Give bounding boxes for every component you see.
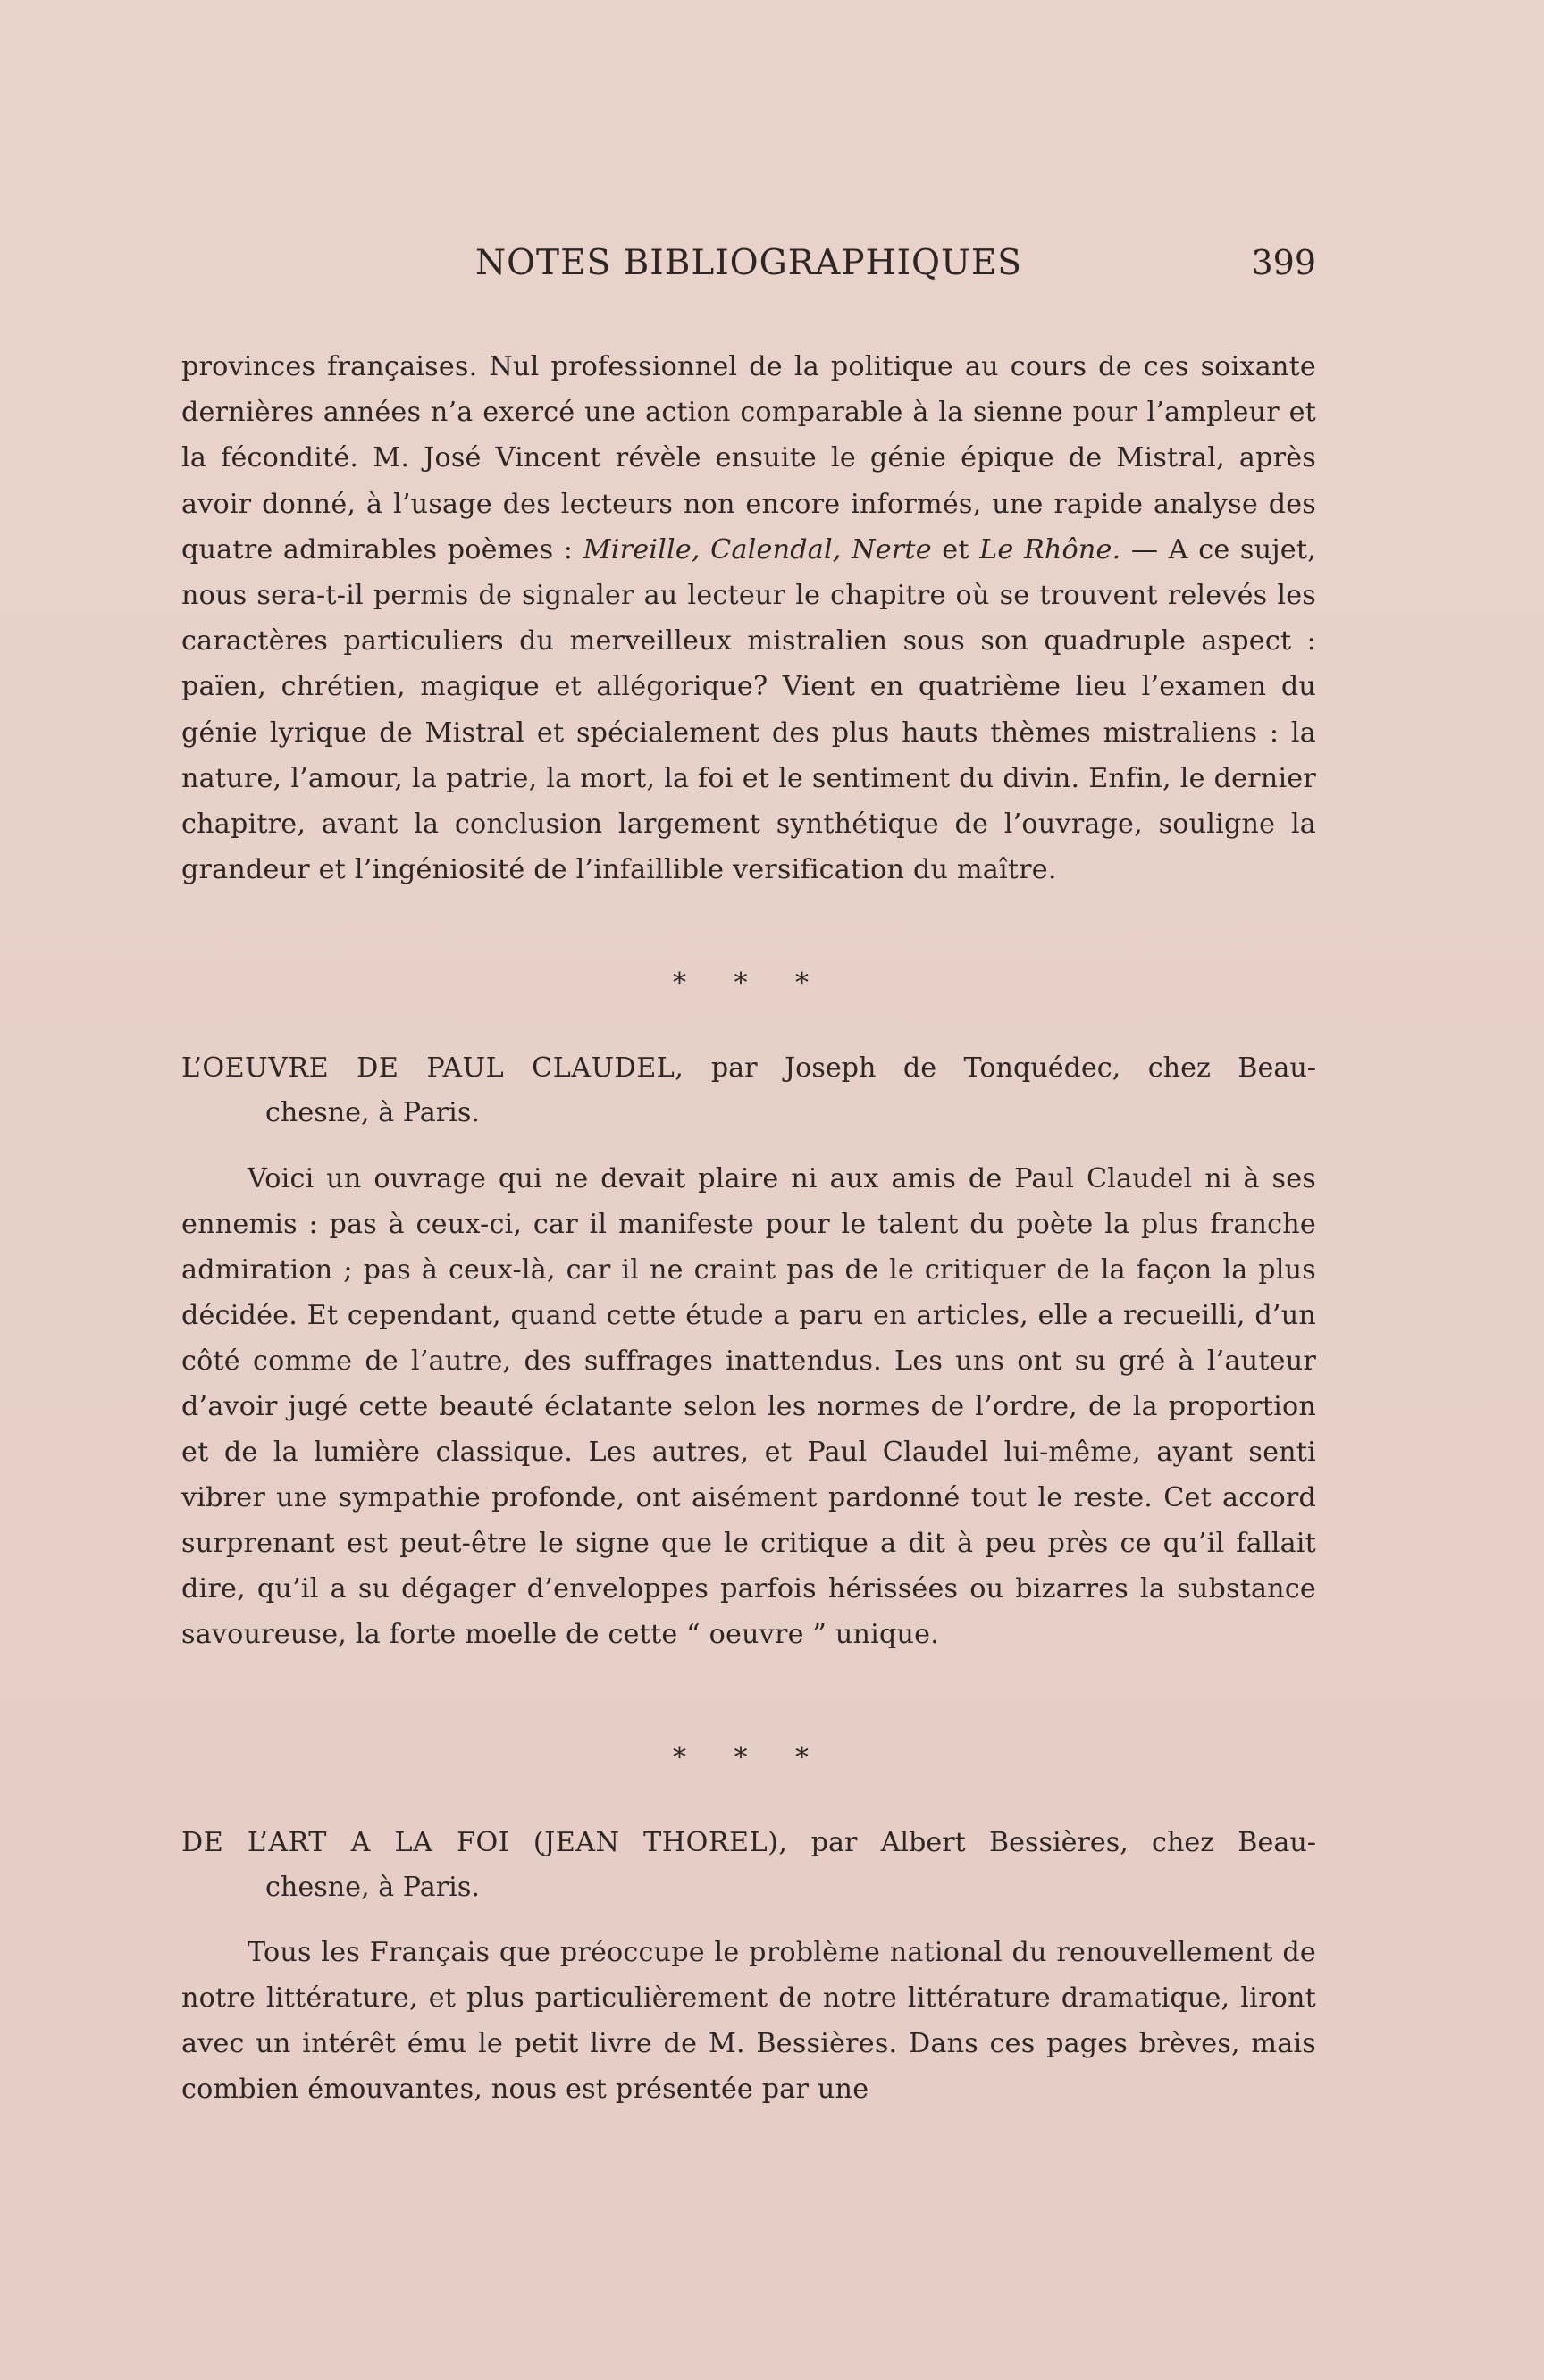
- section-separator: * * *: [672, 1742, 829, 1773]
- running-title: NOTES BIBLIOGRAPHIQUES: [474, 243, 1023, 283]
- entry-byline-continued: chesne, à Paris.: [265, 1872, 480, 1903]
- work-title-le-rhone: Le Rhône.: [979, 533, 1121, 566]
- paragraph-text: et: [931, 533, 980, 566]
- section-separator: * * *: [672, 968, 829, 999]
- page-header: [181, 243, 1316, 293]
- entry-heading-line: [181, 1046, 1316, 1091]
- entry-byline-continued: chesne, à Paris.: [265, 1097, 480, 1128]
- paragraph-thorel-review: Tous les Français que préoccupe le problème national du renouvellement de notre littérature, et plus particulièrement de notre littérature dramatique, liront avec un intérêt ému le petit livre de M. Bessières. Dans ces pages brèves, mais combien émouvantes, nous est présentée par une: [181, 1937, 1316, 2105]
- entry-byline: par Joseph de Tonquédec, chez Beau-: [684, 1052, 1316, 1084]
- entry-byline: par Albert Bessières, chez Beau-: [787, 1827, 1316, 1858]
- entry-title: L’OEUVRE DE PAUL CLAUDEL,: [181, 1052, 684, 1084]
- page-number: 399: [1251, 243, 1316, 282]
- paragraph-claudel-review: Voici un ouvrage qui ne devait plaire ni aux amis de Paul Claudel ni à ses ennemis : pas à ceux-ci, car il manifeste pour le talent du poète la plus franche admiration ; pas à ceux-là, car il ne craint pas de le critiquer de la façon la plus décidée. Et cependant, quand cette étude a paru en articles, elle a recueilli, d’un côté comme de l’autre, des suffrages inattendus. Les uns ont su gré à l’auteur d’avoir jugé cette beauté éclatante selon les normes de l’ordre, de la proportion et de la lumière classique. Les autres, et Paul Claudel lui-même, ayant senti vibrer une sympathie profonde, ont aisément pardonné tout le reste. Cet accord surprenant est peut-être le signe que le critique a dit à peu près ce qu’il fallait dire, qu’il a su dégager d’enveloppes parfois hérissées ou bizarres la substance savoureuse, la forte moelle de cette “ oeuvre ” unique.: [181, 1163, 1316, 1650]
- paragraph-mistral-review: [181, 344, 1316, 892]
- entry-title: DE L’ART A LA FOI (JEAN THOREL),: [181, 1827, 788, 1858]
- paragraph-text: provinces françaises. Nul professionnel de la politique au cours de ces soixante dernières années n’a exercé une action comparable à la sienne pour l’ampleur et la fécondité. M. José Vincent révèle ensuite le génie épique de Mistral, après avoir donné, à l’usage des lecteurs non encore informés, une rapide analyse des quatre admirables poèmes :: [181, 351, 1316, 566]
- work-title-mireille-calendal-nerte: Mireille, Calendal, Nerte: [583, 533, 932, 566]
- paragraph-text: — A ce sujet, nous sera-t-il permis de signaler au lecteur le chapitre où se trouvent relevés les caractères particuliers du merveilleux mistralien sous son quadruple aspect : païen, chrétien, magique et allégorique? Vient en quatrième lieu l’examen du génie lyrique de Mistral et spécialement des plus hauts thèmes mistraliens : la nature, l’amour, la patrie, la mort, la foi et le sentiment du divin. Enfin, le dernier chapitre, avant la conclusion largement synthétique de l’ouvrage, souligne la grandeur et l’ingéniosité de l’infaillible versification du maître.: [181, 533, 1316, 886]
- entry-heading-thorel: [181, 1821, 1316, 1910]
- entry-heading-claudel: [181, 1046, 1316, 1136]
- entry-heading-line: [181, 1821, 1316, 1865]
